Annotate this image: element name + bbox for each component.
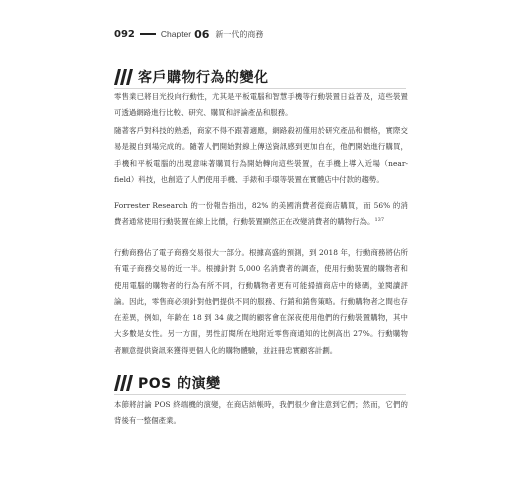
- section-heading-pos-evolution: [114, 373, 221, 393]
- section-divider: [114, 394, 406, 395]
- paragraph: 本節將討論 POS 終端機的演變，在商店結帳時，我們很少會注意到它們；然而，它們的背後有一整個產業。: [114, 400, 408, 426]
- paragraph: 行動商務佔了電子商務交易很大一部分。根據高盛的預測，到 2018 年，行動商務將佔所有電子商務交易的近一半。根據針對 5,000 名消費者的調查，使用行動裝置的購物者和使用電腦的購物者的行為有所不同，行動購物者更有可能掃描商店中的條碼，並閱讀評論。因此，零售商必須針對他們提供不同的服務、行銷和銷售策略。行動購物者之間也存在差異，例如，年齡在 18 到 34 歲之間的顧客會在深夜使用他們的行動裝置購物，其中大多數是女性。另一方面，男性訂閱所在地附近零售商通知的比例高出 27%。行動購物者願意提供資訊來獲得更個人化的購物體驗，並註冊忠實顧客計劃。: [114, 248, 408, 355]
- chapter-label: Chapter: [160, 29, 192, 39]
- chapter-title: 新一代的商務: [215, 29, 264, 39]
- triple-slash-icon: [114, 68, 134, 86]
- footnote-marker: 137: [374, 217, 385, 224]
- paragraph: 零售業已將目光投向行動性，尤其是平板電腦和智慧手機等行動裝置日益普及，這些裝置可透過網路進行比較、研究、購買和評論產品和服務。: [114, 92, 408, 118]
- paragraph-text: Forrester Research 的一份報告指出，82% 的美國消費者從商店購買，而 56% 的消費者通常使用行動裝置在線上比價，行動裝置顯然正在改變消費者的購物行為。: [114, 201, 408, 227]
- page-number: 092: [114, 28, 135, 40]
- paragraph-with-footnote: [114, 198, 408, 231]
- section-title: 客戶購物行為的變化: [138, 70, 269, 86]
- triple-slash-icon: [114, 374, 134, 392]
- section-heading-shopping-behavior: [114, 67, 269, 87]
- header-rule: [140, 33, 156, 35]
- section-title: POS 的演變: [138, 376, 221, 392]
- chapter-number: 06: [194, 27, 210, 41]
- running-header: [114, 27, 263, 41]
- paragraph: 隨著客戶對科技的熟悉，商家不得不跟著適應，網路殺初僅用於研究產品和價格，實際交易是親自到場完成的。隨著人們開始對線上傳送資訊感到更加自在，他們開始進行購買，手機和平板電腦的出現意味著購買行為開始轉向這些裝置，在手機上導入近場（near-field）科技，也創造了人們使用手機、手錶和手環等裝置在實體店中付款的趨勢。: [114, 126, 408, 184]
